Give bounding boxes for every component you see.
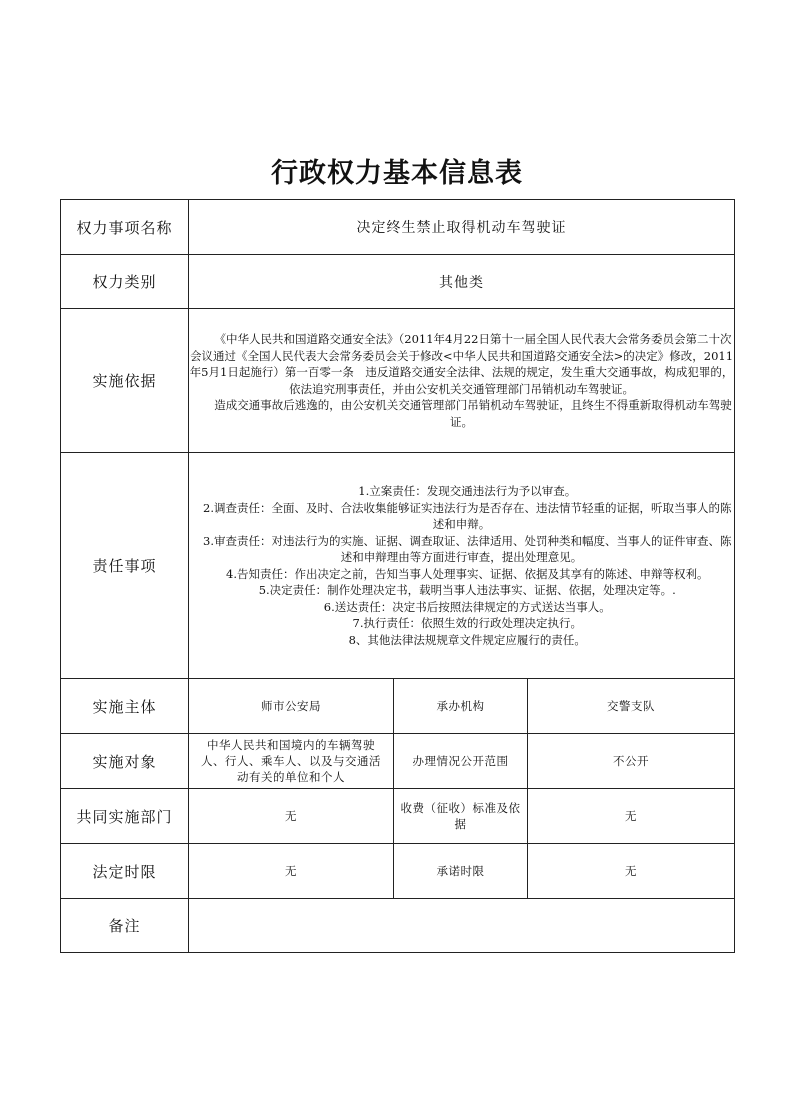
row-remarks (61, 899, 735, 953)
row-joint-department (61, 789, 735, 844)
power-name-label: 权力事项名称 (61, 200, 189, 255)
power-category-label: 权力类别 (61, 255, 189, 309)
joint-department-label: 共同实施部门 (61, 789, 189, 844)
responsibility-item: 3.审查责任：对违法行为的实施、证据、调查取证、法律适用、处罚种类和幅度、当事人的证件审查、陈述和申辩理由等方面进行审查，提出处理意见。 (203, 533, 732, 564)
handling-agency-value: 交警支队 (528, 679, 735, 734)
responsibility-item: 5.决定责任：制作处理决定书，载明当事人违法事实、证据、依据，处理决定等。. (258, 583, 676, 597)
subject-value: 师市公安局 (189, 679, 394, 734)
disclosure-scope-label: 办理情况公开范围 (394, 734, 528, 789)
fee-standard-label: 收费（征收）标准及依据 (394, 789, 528, 844)
target-value: 中华人民共和国境内的车辆驾驶人、行人、乘车人、以及与交通活动有关的单位和个人 (189, 734, 394, 789)
legal-time-limit-label: 法定时限 (61, 844, 189, 899)
joint-department-value: 无 (189, 789, 394, 844)
basis-label: 实施依据 (61, 309, 189, 453)
row-basis (61, 309, 735, 453)
target-label: 实施对象 (61, 734, 189, 789)
responsibility-item: 6.送达责任：决定书后按照法律规定的方式送达当事人。 (323, 599, 611, 614)
fee-standard-value: 无 (528, 789, 735, 844)
row-target (61, 734, 735, 789)
row-subject (61, 679, 735, 734)
responsibility-item: 8、其他法律法规规章文件规定应履行的责任。 (348, 632, 586, 647)
disclosure-scope-value: 不公开 (528, 734, 735, 789)
legal-time-limit-value: 无 (189, 844, 394, 899)
document-title: 行政权力基本信息表 (271, 158, 523, 189)
power-name-value: 决定终生禁止取得机动车驾驶证 (189, 200, 735, 255)
basis-paragraph: 造成交通事故后逃逸的，由公安机关交通管理部门吊销机动车驾驶证，且终生不得重新取得机动车驾驶证。 (214, 398, 732, 429)
remarks-value (189, 899, 735, 953)
row-responsibilities (61, 453, 735, 679)
row-time-limit (61, 844, 735, 899)
row-power-name (61, 200, 735, 255)
responsibility-item: 4.告知责任：作出决定之前，告知当事人处理事实、证据、依据及其享有的陈述、申辩等权利。 (226, 566, 709, 581)
handling-agency-label: 承办机构 (394, 679, 528, 734)
promised-time-limit-label: 承诺时限 (394, 844, 528, 899)
promised-time-limit-value: 无 (528, 844, 735, 899)
row-power-category (61, 255, 735, 309)
remarks-label: 备注 (61, 899, 189, 953)
power-category-value: 其他类 (189, 255, 735, 309)
basis-content (189, 309, 735, 453)
subject-label: 实施主体 (61, 679, 189, 734)
responsibilities-label: 责任事项 (61, 453, 189, 679)
responsibilities-content (189, 453, 735, 679)
responsibility-item: 1.立案责任：发现交通违法行为予以审查。 (358, 484, 577, 498)
basis-paragraph: 《中华人民共和国道路交通安全法》（2011年4月22日第十一届全国人民代表大会常务委员会第二十次会议通过《全国人民代表大会常务委员会关于修改<中华人民共和国道路交通安全法>的决定》修改，2011年5月1日起施行）第一百零一条 违反道路交通安全法律、法规的规定，发生重大交通事故，构成犯罪的，依法追究刑事责任，并由公安机关交通管理部门吊销机动车驾驶证。 (189, 332, 734, 396)
info-table (60, 199, 735, 953)
responsibility-item: 7.执行责任：依照生效的行政处理决定执行。 (352, 616, 582, 630)
responsibility-item: 2.调查责任：全面、及时、合法收集能够证实违法行为是否存在、违法情节轻重的证据，听取当事人的陈述和申辩。 (203, 500, 732, 531)
